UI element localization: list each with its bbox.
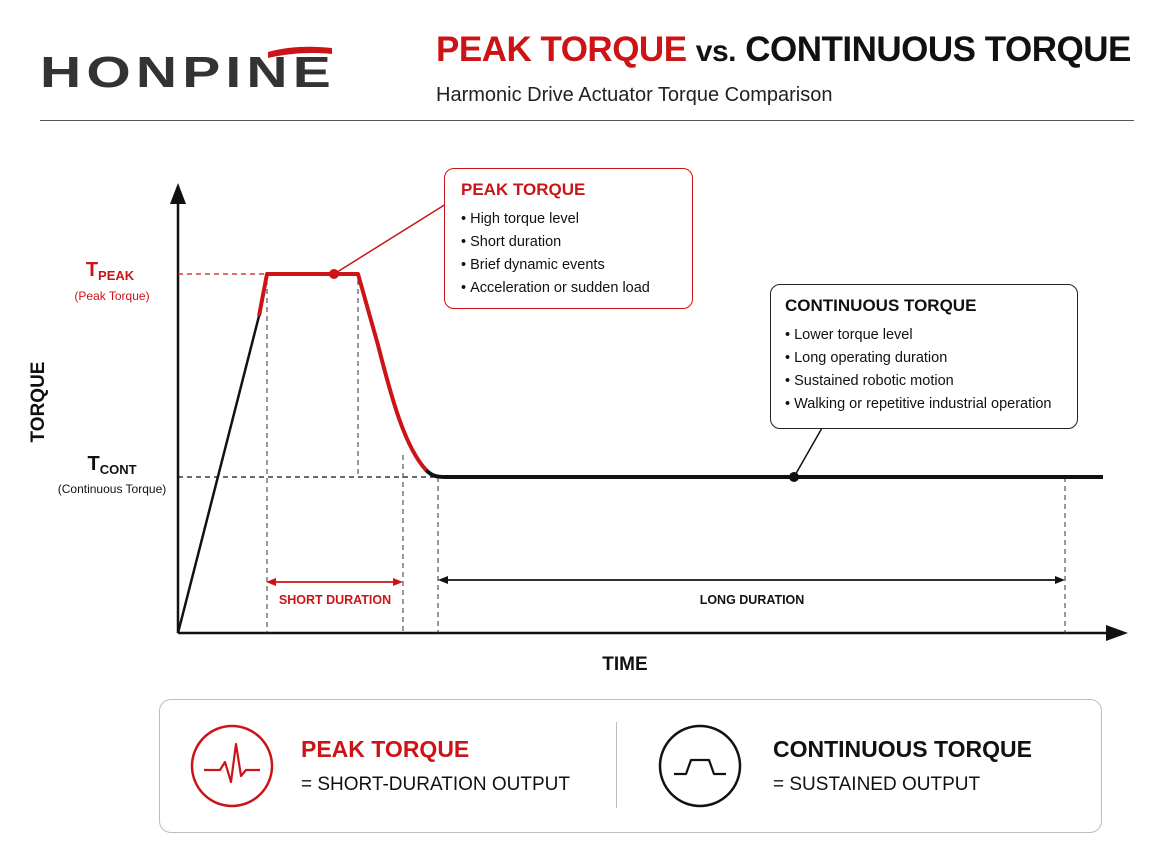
continuous-callout-list <box>785 324 1063 416</box>
continuous-callout-title: CONTINUOUS TORQUE <box>785 296 977 315</box>
t-cont-subscript: CONT <box>99 462 137 477</box>
peak-callout-list <box>461 208 676 300</box>
x-axis-label: TIME <box>602 654 648 675</box>
legend-divider <box>616 722 617 808</box>
torque-curve-ramp <box>178 316 259 633</box>
trapezoid-wave-icon <box>658 724 742 808</box>
peak-marker-dot <box>329 269 339 279</box>
short-duration-label: SHORT DURATION <box>278 593 392 607</box>
list-item: • Acceleration or sudden load <box>461 277 676 300</box>
legend-peak-desc: = SHORT-DURATION OUTPUT <box>301 774 571 795</box>
legend-continuous-title: CONTINUOUS TORQUE <box>773 736 1032 762</box>
legend-peak-title: PEAK TORQUE <box>301 736 470 762</box>
list-item: • Walking or repetitive industrial operation <box>785 393 1063 416</box>
torque-curve-peak-segment <box>259 274 426 470</box>
list-item: • Brief dynamic events <box>461 254 676 277</box>
legend-continuous-desc: = SUSTAINED OUTPUT <box>773 774 981 795</box>
torque-curve-transition <box>426 470 446 477</box>
list-item: • Lower torque level <box>785 324 1063 347</box>
page-subtitle: Harmonic Drive Actuator Torque Comparison <box>436 84 833 106</box>
t-cont-caption: (Continuous Torque) <box>57 482 167 496</box>
y-axis-arrowhead <box>170 183 186 204</box>
y-axis-label: TORQUE <box>28 361 49 443</box>
legend-panel <box>159 699 1102 833</box>
pulse-icon <box>190 724 274 808</box>
t-cont-main: T <box>87 453 100 475</box>
peak-torque-callout <box>444 168 693 309</box>
list-item: • Sustained robotic motion <box>785 370 1063 393</box>
peak-callout-title: PEAK TORQUE <box>461 180 586 199</box>
t-peak-caption: (Peak Torque) <box>74 289 150 303</box>
x-axis-arrowhead <box>1106 625 1128 641</box>
continuous-marker-dot <box>789 472 799 482</box>
long-duration-label: LONG DURATION <box>699 593 805 607</box>
list-item: • Short duration <box>461 231 676 254</box>
list-item: • High torque level <box>461 208 676 231</box>
peak-callout-leader <box>334 204 446 274</box>
t-peak-subscript: PEAK <box>98 268 135 283</box>
logo-wordmark: HONPINE <box>40 48 336 90</box>
title-continuous-part: CONTINUOUS TORQUE <box>745 30 1131 69</box>
title-peak-part: PEAK TORQUE <box>436 30 687 69</box>
continuous-callout-leader <box>794 428 822 477</box>
t-peak-main: T <box>85 259 99 281</box>
list-item: • Long operating duration <box>785 347 1063 370</box>
continuous-torque-callout <box>770 284 1078 429</box>
t-cont-label <box>87 453 136 477</box>
t-peak-label <box>86 259 135 283</box>
title-vs-part: vs. <box>695 35 737 68</box>
